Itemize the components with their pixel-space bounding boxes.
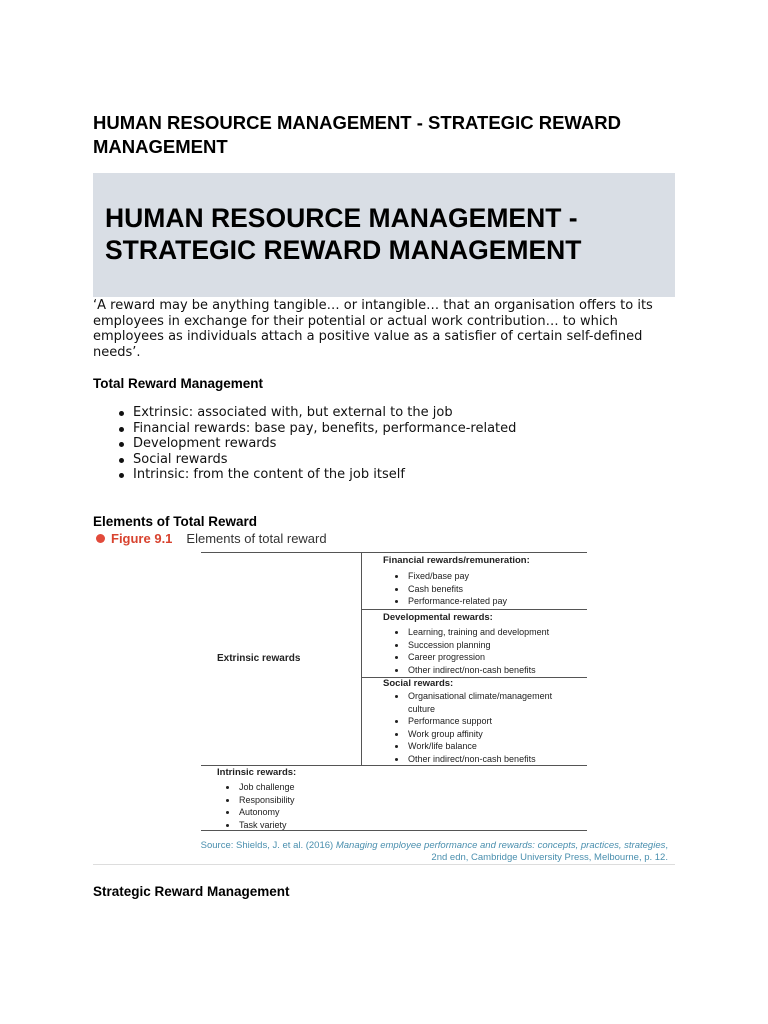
developmental-rewards-list (394, 626, 584, 676)
list-item: Career progression (394, 651, 584, 664)
list-item: Work group affinity (394, 728, 564, 741)
total-reward-list (117, 405, 516, 483)
source-title: Managing employee performance and rewards: concepts, practices, strategies (335, 840, 666, 851)
list-item: Responsibility (225, 794, 425, 807)
source-prefix: Source: Shields, J. et al. (2016) (200, 840, 336, 851)
intrinsic-rewards-list (225, 781, 425, 831)
list-item: Intrinsic: from the content of the job itself (117, 467, 516, 483)
strategic-reward-heading: Strategic Reward Management (93, 884, 290, 899)
list-item: Cash benefits (394, 583, 584, 596)
social-rewards-title: Social rewards: (383, 678, 454, 689)
list-item: Other indirect/non-cash benefits (394, 753, 564, 766)
figure-rule (201, 765, 587, 766)
list-item: Job challenge (225, 781, 425, 794)
list-item: Learning, training and development (394, 626, 584, 639)
elements-heading: Elements of Total Reward (93, 514, 258, 529)
list-item: Succession planning (394, 639, 584, 652)
list-item: Organisational climate/management culture (394, 690, 564, 715)
developmental-rewards-title: Developmental rewards: (383, 612, 493, 623)
list-item: Task variety (225, 819, 425, 832)
list-item: Performance-related pay (394, 595, 584, 608)
figure-header (96, 531, 327, 546)
figure-caption: Elements of total reward (186, 531, 327, 546)
source-suffix: , 2nd edn, Cambridge University Press, Melbourne, p. 12. (431, 840, 668, 863)
banner-title: HUMAN RESOURCE MANAGEMENT - STRATEGIC REWARD MANAGEMENT (105, 203, 582, 265)
list-item: Fixed/base pay (394, 570, 584, 583)
figure-bullet-icon (96, 534, 105, 543)
list-item: Financial rewards: base pay, benefits, performance-related (117, 421, 516, 437)
list-item: Other indirect/non-cash benefits (394, 664, 584, 677)
list-item: Social rewards (117, 452, 516, 468)
social-rewards-list (394, 690, 564, 765)
intrinsic-rewards-title: Intrinsic rewards: (217, 767, 297, 778)
figure-label: Figure 9.1 (111, 531, 173, 546)
list-item: Development rewards (117, 436, 516, 452)
financial-rewards-title: Financial rewards/remuneration: (383, 555, 530, 566)
figure-source (188, 840, 668, 864)
extrinsic-rewards-label: Extrinsic rewards (217, 653, 301, 664)
total-reward-figure (201, 552, 587, 832)
figure-divider (361, 552, 362, 765)
list-item: Performance support (394, 715, 564, 728)
list-item: Work/life balance (394, 740, 564, 753)
document-title: HUMAN RESOURCE MANAGEMENT - STRATEGIC REWARD MANAGEMENT (93, 112, 621, 157)
list-item: Extrinsic: associated with, but external to the job (117, 405, 516, 421)
total-reward-heading: Total Reward Management (93, 376, 264, 391)
title-banner (93, 173, 675, 297)
list-item: Autonomy (225, 806, 425, 819)
financial-rewards-list (394, 570, 584, 608)
figure-rule (201, 552, 587, 553)
figure-rule (361, 609, 587, 610)
reward-definition-quote: ‘A reward may be anything tangible… or intangible… that an organisation offers to its employees in exchange for their potential or actual work contribution… to which employees as individuals attach a positive value as a satisfier of certain self-defined needs’. (93, 298, 653, 360)
section-divider (93, 864, 675, 865)
